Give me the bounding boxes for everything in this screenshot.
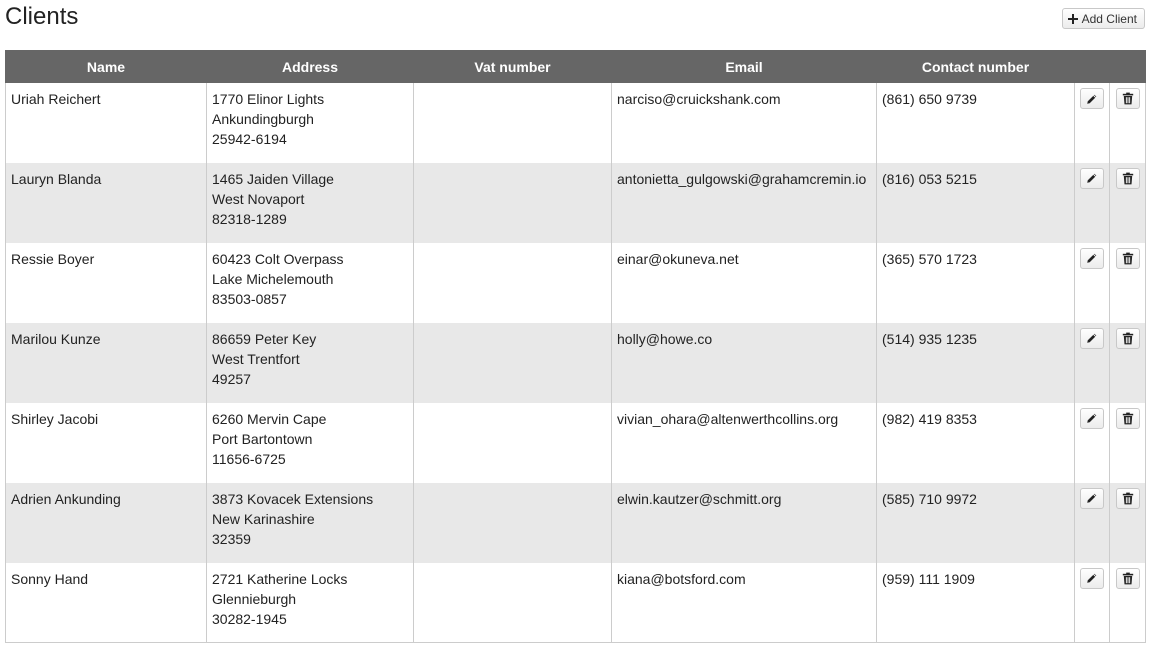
address-line: 86659 Peter Key — [212, 330, 317, 347]
client-email: antonietta_gulgowski@grahamcremin.io — [612, 163, 877, 243]
client-address — [207, 243, 414, 323]
address-line: 60423 Colt Overpass — [212, 250, 344, 267]
client-vat-number — [414, 83, 612, 163]
trash-icon — [1122, 412, 1134, 425]
delete-cell — [1110, 83, 1146, 163]
delete-cell — [1110, 483, 1146, 563]
address-line: 1465 Jaiden Village — [212, 170, 334, 187]
clients-table — [5, 50, 1146, 643]
client-address — [207, 163, 414, 243]
address-line: 11656-6725 — [212, 450, 286, 467]
delete-client-button[interactable] — [1116, 488, 1140, 509]
edit-cell — [1075, 563, 1110, 643]
address-line: 82318-1289 — [212, 210, 287, 227]
client-vat-number — [414, 323, 612, 403]
address-line: 25942-6194 — [212, 131, 287, 147]
client-name: Lauryn Blanda — [6, 163, 207, 243]
table-row — [6, 163, 1146, 243]
column-header-email: Email — [612, 51, 877, 83]
address-line: New Karinashire — [212, 510, 315, 527]
address-line: 1770 Elinor Lights — [212, 91, 325, 107]
address-line: Glennieburgh — [212, 590, 297, 607]
edit-cell — [1075, 243, 1110, 323]
pencil-icon — [1086, 252, 1098, 264]
add-client-button[interactable] — [1062, 8, 1145, 29]
address-line: 30282-1945 — [212, 610, 287, 627]
client-address — [207, 403, 414, 483]
delete-client-button[interactable] — [1116, 168, 1140, 189]
client-email: narciso@cruickshank.com — [612, 83, 877, 163]
address-line: 6260 Mervin Cape — [212, 410, 327, 427]
client-address — [207, 483, 414, 563]
trash-icon — [1122, 492, 1134, 505]
client-email: elwin.kautzer@schmitt.org — [612, 483, 877, 563]
client-contact-number: (816) 053 5215 — [877, 163, 1075, 243]
client-address — [207, 323, 414, 403]
trash-icon — [1122, 252, 1134, 265]
client-contact-number: (365) 570 1723 — [877, 243, 1075, 323]
page-title: Clients — [5, 3, 79, 30]
client-vat-number — [414, 163, 612, 243]
client-email: vivian_ohara@altenwerthcollins.org — [612, 403, 877, 483]
client-vat-number — [414, 563, 612, 643]
address-line: 83503-0857 — [212, 290, 287, 307]
edit-cell — [1075, 483, 1110, 563]
address-line: Lake Michelemouth — [212, 270, 334, 287]
pencil-icon — [1086, 492, 1098, 504]
client-contact-number: (585) 710 9972 — [877, 483, 1075, 563]
client-email: kiana@botsford.com — [612, 563, 877, 643]
delete-client-button[interactable] — [1116, 88, 1140, 109]
client-contact-number: (861) 650 9739 — [877, 83, 1075, 163]
page-header — [5, 0, 1145, 40]
client-name: Marilou Kunze — [6, 323, 207, 403]
pencil-icon — [1086, 172, 1098, 184]
client-email: einar@okuneva.net — [612, 243, 877, 323]
client-contact-number: (959) 111 1909 — [877, 563, 1075, 643]
client-name: Ressie Boyer — [6, 243, 207, 323]
client-vat-number — [414, 483, 612, 563]
add-client-label: Add Client — [1081, 11, 1137, 26]
pencil-icon — [1086, 93, 1098, 105]
edit-cell — [1075, 163, 1110, 243]
trash-icon — [1122, 332, 1134, 345]
address-line: 32359 — [212, 530, 251, 547]
address-line: Port Bartontown — [212, 430, 313, 447]
edit-client-button[interactable] — [1080, 248, 1104, 269]
edit-cell — [1075, 323, 1110, 403]
column-header-vat-number: Vat number — [414, 51, 612, 83]
address-line: West Trentfort — [212, 350, 300, 367]
address-line: 2721 Katherine Locks — [212, 570, 348, 587]
trash-icon — [1122, 572, 1134, 585]
address-line: 3873 Kovacek Extensions — [212, 490, 374, 507]
table-row — [6, 243, 1146, 323]
plus-icon — [1068, 14, 1078, 24]
edit-client-button[interactable] — [1080, 88, 1104, 109]
delete-client-button[interactable] — [1116, 248, 1140, 269]
column-header-name: Name — [6, 51, 207, 83]
table-row — [6, 323, 1146, 403]
delete-client-button[interactable] — [1116, 408, 1140, 429]
delete-cell — [1110, 163, 1146, 243]
delete-client-button[interactable] — [1116, 568, 1140, 589]
edit-cell — [1075, 83, 1110, 163]
client-name: Shirley Jacobi — [6, 403, 207, 483]
delete-cell — [1110, 323, 1146, 403]
client-address — [207, 563, 414, 643]
client-name: Uriah Reichert — [6, 83, 207, 163]
column-header-contact-number: Contact number — [877, 51, 1075, 83]
edit-client-button[interactable] — [1080, 488, 1104, 509]
edit-client-button[interactable] — [1080, 568, 1104, 589]
pencil-icon — [1086, 412, 1098, 424]
table-row — [6, 563, 1146, 643]
client-vat-number — [414, 243, 612, 323]
client-address — [207, 83, 414, 163]
edit-client-button[interactable] — [1080, 408, 1104, 429]
client-name: Sonny Hand — [6, 563, 207, 643]
table-row — [6, 483, 1146, 563]
delete-cell — [1110, 243, 1146, 323]
delete-client-button[interactable] — [1116, 328, 1140, 349]
table-header-row — [6, 51, 1146, 83]
address-line: Ankundingburgh — [212, 111, 314, 127]
table-row — [6, 83, 1146, 163]
delete-cell — [1110, 563, 1146, 643]
column-header-delete — [1110, 51, 1146, 83]
address-line: 49257 — [212, 370, 251, 387]
client-email: holly@howe.co — [612, 323, 877, 403]
address-line: West Novaport — [212, 190, 305, 207]
trash-icon — [1122, 172, 1134, 185]
edit-client-button[interactable] — [1080, 168, 1104, 189]
trash-icon — [1122, 92, 1134, 105]
pencil-icon — [1086, 332, 1098, 344]
delete-cell — [1110, 403, 1146, 483]
edit-client-button[interactable] — [1080, 328, 1104, 349]
client-contact-number: (514) 935 1235 — [877, 323, 1075, 403]
client-vat-number — [414, 403, 612, 483]
client-contact-number: (982) 419 8353 — [877, 403, 1075, 483]
pencil-icon — [1086, 572, 1098, 584]
column-header-address: Address — [207, 51, 414, 83]
edit-cell — [1075, 403, 1110, 483]
table-body — [6, 83, 1146, 643]
client-name: Adrien Ankunding — [6, 483, 207, 563]
table-row — [6, 403, 1146, 483]
column-header-edit — [1075, 51, 1110, 83]
